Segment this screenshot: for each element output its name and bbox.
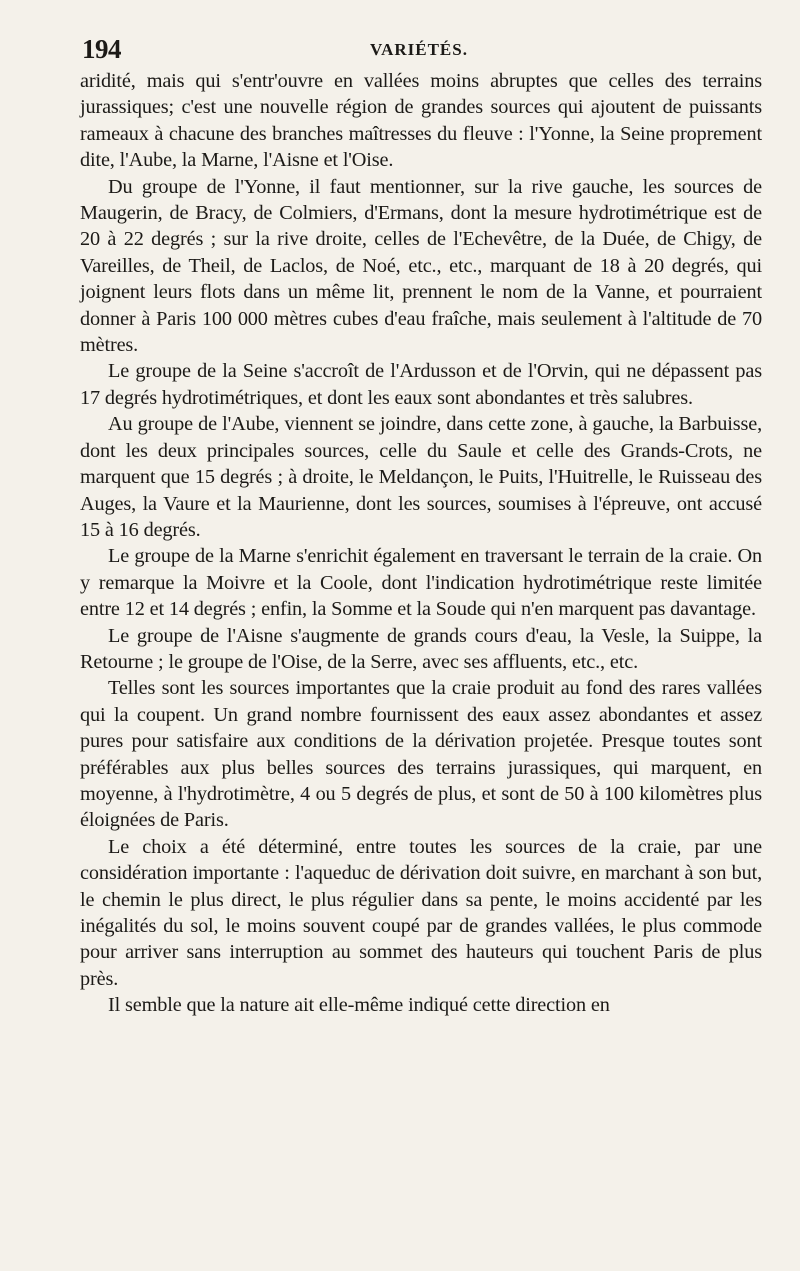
paragraph: Du groupe de l'Yonne, il faut mentionner, sur la rive gauche, les sources de Maugerin, de Bracy, de Colmiers, d'Ermans, dont la mesure hydrotimétrique est de 20 à 22 degrés ; sur la rive droite, celles de l'Echevêtre, de la Duée, de Chigy, de Vareilles, de Theil, de Laclos, de Noé, etc., etc., marquant de 18 à 20 degrés, qui joignent leurs flots dans un même lit, prennent le nom de la Vanne, et pourraient donner à Paris 100 000 mètres cubes d'eau fraîche, mais seulement à l'altitude de 70 mètres. <box>80 175 762 357</box>
paragraph: Au groupe de l'Aube, viennent se joindre, dans cette zone, à gauche, la Barbuisse, dont les deux principales sources, celle du Saule et celle des Grands-Crots, ne marquent que 15 degrés ; à droite, le Meldançon, le Puits, l'Huitrelle, le Ruisseau des Auges, la Vaure et la Maurienne, dont les sources, soumises à l'épreuve, ont accusé 15 à 16 degrés. <box>80 413 762 541</box>
page-header <box>80 22 762 68</box>
running-title: VARIÉTÉS. <box>370 40 468 59</box>
page-number: 194 <box>82 34 121 64</box>
body-text <box>80 68 762 1019</box>
paragraph: Le groupe de l'Aisne s'augmente de grands cours d'eau, la Vesle, la Suippe, la Retourne ; le groupe de l'Oise, de la Serre, avec ses affluents, etc., etc. <box>80 624 762 673</box>
paragraph: Il semble que la nature ait elle-même indiqué cette direction en <box>108 994 610 1017</box>
paragraph: aridité, mais qui s'entr'ouvre en vallées moins abruptes que celles des terrains jurassiques; c'est une nouvelle région de grandes sources qui ajoutent de puissants rameaux à chacune des branches maîtresses du fleuve : l'Yonne, la Seine proprement dite, l'Aube, la Marne, l'Aisne et l'Oise. <box>80 70 762 172</box>
paragraph: Le groupe de la Marne s'enrichit également en traversant le terrain de la craie. On y remarque la Moivre et la Coole, dont l'indication hydrotimétrique reste limitée entre 12 et 14 degrés ; enfin, la Somme et la Soude qui n'en marquent pas davantage. <box>80 545 762 621</box>
paragraph: Le choix a été déterminé, entre toutes les sources de la craie, par une considération importante : l'aqueduc de dérivation doit suivre, en marchant à son but, le chemin le plus direct, le plus régulier dans sa pente, le moins accidenté par les inégalités du sol, le moins souvent coupé par de grandes vallées, le plus commode pour arriver sans interruption au sommet des hauteurs qui touchent Paris de plus près. <box>80 835 762 990</box>
paragraph: Le groupe de la Seine s'accroît de l'Ardusson et de l'Orvin, qui ne dépassent pas 17 degrés hydrotimétriques, et dont les eaux sont abondantes et très salubres. <box>80 360 762 409</box>
paragraph: Telles sont les sources importantes que la craie produit au fond des rares vallées qui la coupent. Un grand nombre fournissent des eaux assez abondantes et assez pures pour satisfaire aux conditions de la dérivation projetée. Presque toutes sont préférables aux plus belles sources des terrains jurassiques, qui marquent, en moyenne, à l'hydrotimètre, 4 ou 5 degrés de plus, et sont de 50 à 100 kilomètres plus éloignées de Paris. <box>80 677 762 832</box>
